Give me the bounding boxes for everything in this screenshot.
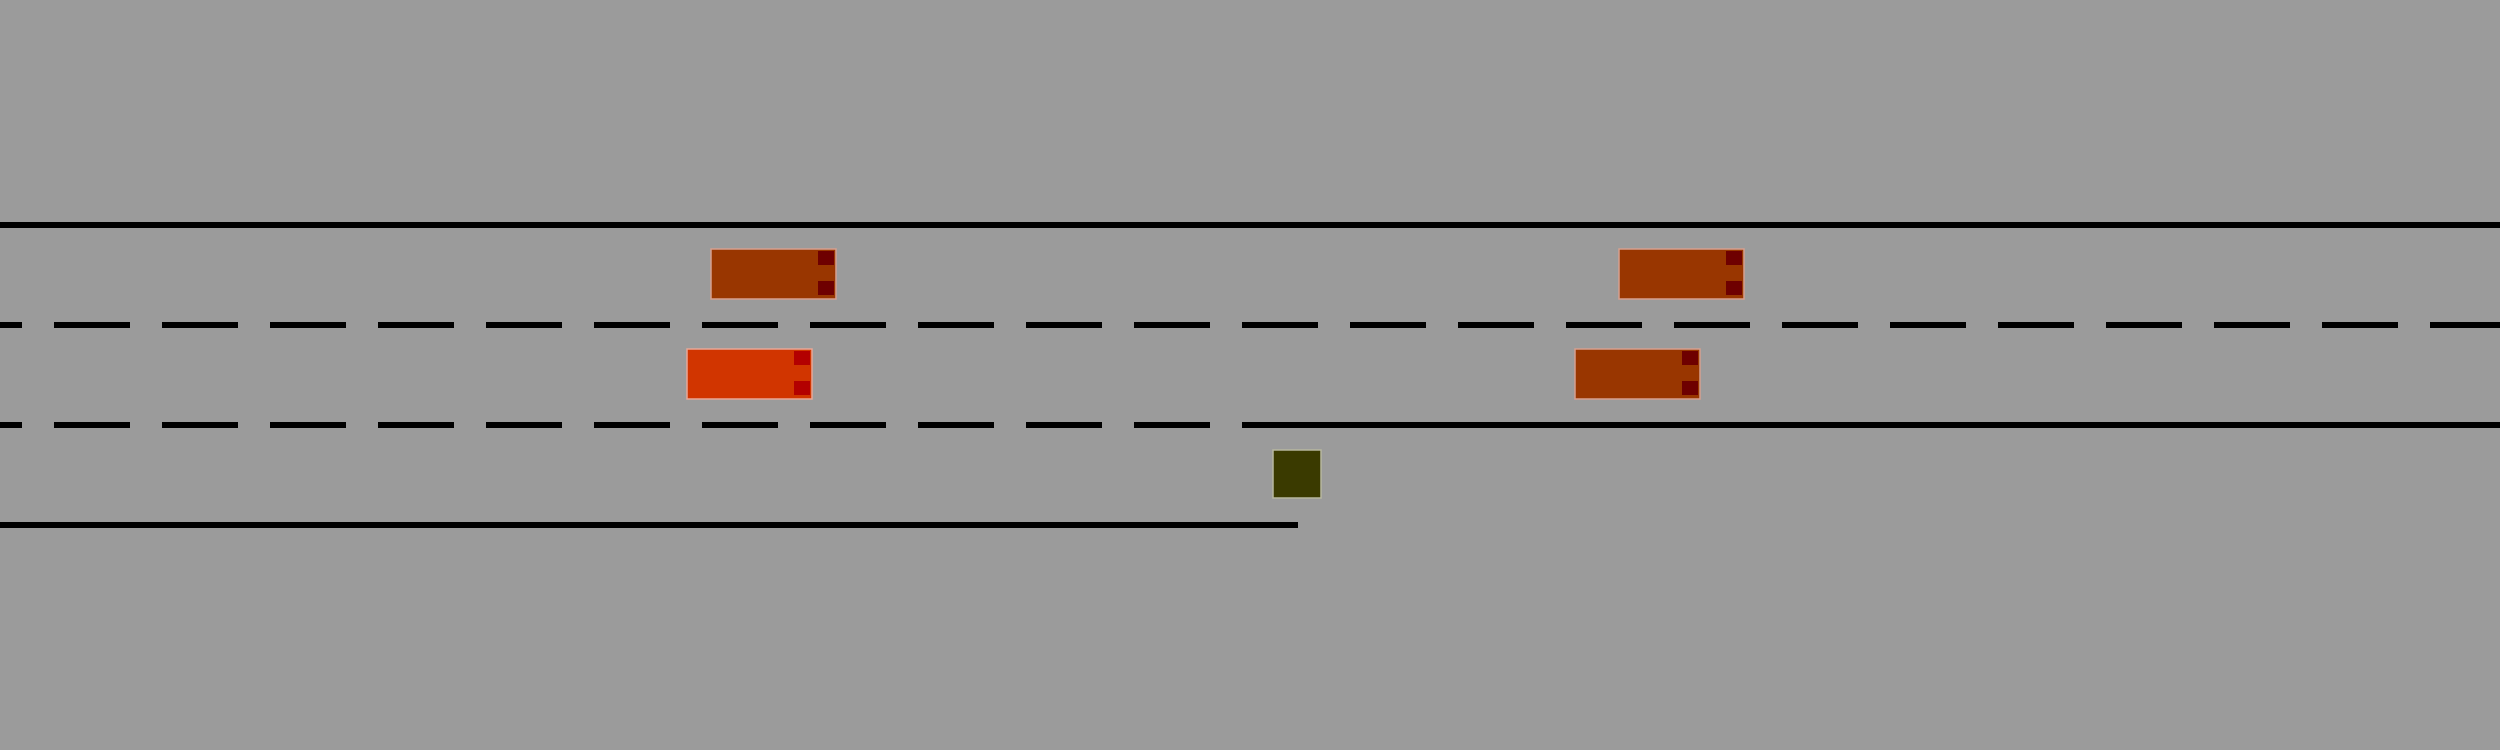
vehicle-light xyxy=(1682,381,1698,395)
ramp-end-obstacle xyxy=(1273,450,1321,498)
vehicle-light xyxy=(794,381,810,395)
vehicle-light xyxy=(1726,251,1742,265)
vehicle-light xyxy=(818,251,834,265)
vehicle-lane1-left xyxy=(711,249,836,299)
vehicle-lane2-right xyxy=(1575,349,1700,399)
vehicle-light xyxy=(1682,351,1698,365)
vehicle-body xyxy=(1575,349,1700,399)
vehicle-body xyxy=(1619,249,1744,299)
vehicle-light xyxy=(818,281,834,295)
vehicle-light xyxy=(1726,281,1742,295)
vehicle-body xyxy=(687,349,812,399)
vehicle-lane1-right xyxy=(1619,249,1744,299)
vehicle-lane2-left xyxy=(687,349,812,399)
vehicle-body xyxy=(711,249,836,299)
vehicle-light xyxy=(794,351,810,365)
